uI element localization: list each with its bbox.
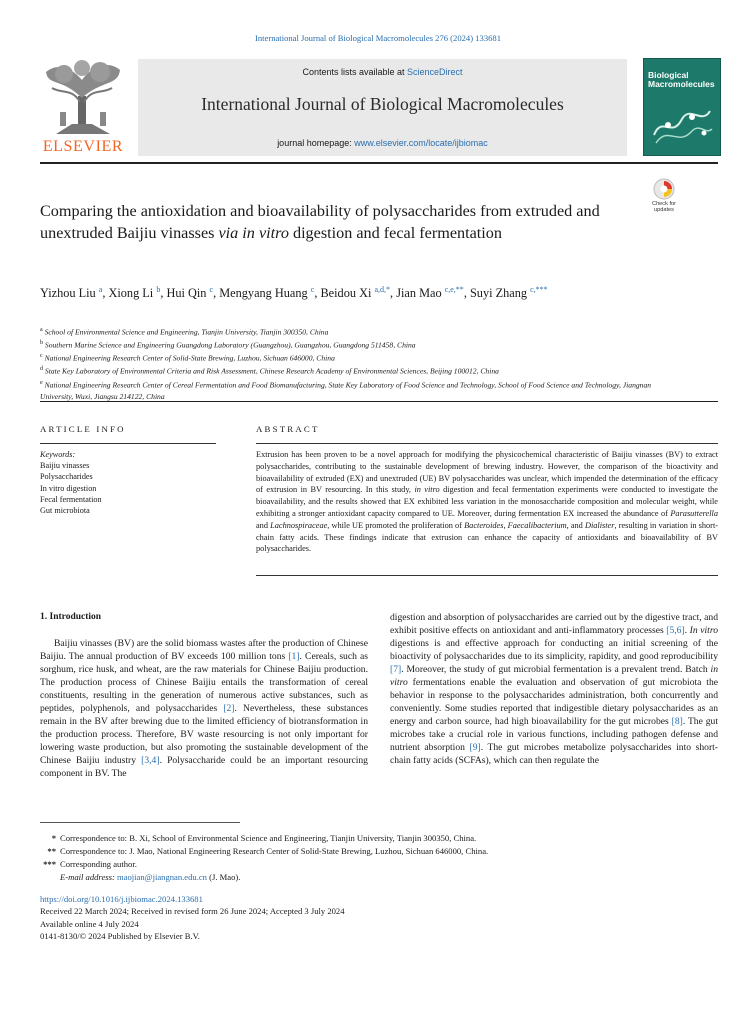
author[interactable]: Hui Qin $^c$ [166, 285, 214, 301]
author[interactable]: Beidou Xi $^{a,d,*}$ [320, 285, 391, 301]
keyword: Gut microbiota [40, 506, 90, 516]
abstract-divider [256, 443, 718, 444]
keywords-block [40, 449, 216, 516]
affiliation: $^c$ National Engineering Research Center of Solid-State Brewing, Luzhou, Sichuan 646000, China [40, 353, 335, 363]
abstract-bottom-divider [256, 575, 718, 576]
received-dates: Received 22 March 2024; Received in revised form 26 June 2024; Accepted 3 July 2024 [40, 906, 345, 917]
keywords-label: Keywords: [40, 450, 76, 459]
footnote-divider [40, 822, 240, 823]
elsevier-tree-icon [42, 58, 124, 136]
copyright: 0141-8130/© 2024 Published by Elsevier B.V. [40, 930, 200, 941]
abstract-text: Extrusion has been proven to be a novel approach for modifying the physicochemical characteristic of Baijiu vinasses (BV) to extract polysaccharides, contributing to the sustainable development of brewing industry. However, the comparison of the bioactivity and bioavailability of extruded (EX) and unextruded (UE) BV polysaccharides was unclear, which impended the determination of the efficacy of extrusion in BV resourcing. In this study, in vitro digestion and fecal fermentation experiments were conducted to investigate the bioavailability, and the results showed that EX exhibited less variation in the monosaccharide composition and molecular weight, while exhibiting a stronger antioxidant capacity compared to UE. Moreover, during fermentation EX increased the abundance of Parasutterella and Lachnospiraceae, while UE promoted the proliferation of Bacteroides, Faecalibacterium, and Dialister, resulting in variation in short-chain fatty acids. These findings indicate that extrusion can enhance the capacity of antioxidants and bioavailability of BV polysaccharides. [256, 450, 719, 554]
keyword: Polysaccharides [40, 472, 93, 482]
journal-header-box [138, 59, 627, 156]
elsevier-logo [40, 58, 126, 158]
affiliation: $^a$ School of Environmental Science and Engineering, Tianjin University, Tianjin 300350, China [40, 327, 329, 337]
title-italic: via in vitro [218, 223, 289, 242]
email-link[interactable]: maojian@jiangnan.edu.cn [116, 872, 207, 882]
journal-citation[interactable]: International Journal of Biological Macromolecules 276 (2024) 133681 [254, 33, 502, 43]
keyword: Baijiu vinasses [40, 461, 90, 471]
check-updates-label: Check for updates [652, 201, 676, 213]
affiliation: $^b$ Southern Marine Science and Engineering Guangdong Laboratory (Guangzhou), Guangzhou, Guangdong 511458, China [40, 340, 416, 350]
author[interactable]: Suyi Zhang $^{c,***}$ [469, 285, 548, 301]
reference-link[interactable]: [9] [469, 742, 481, 753]
journal-name: International Journal of Biological Macromolecules [201, 94, 564, 114]
reference-link[interactable]: [7] [390, 664, 402, 675]
footnote: ** Correspondence to: J. Mao, National Engineering Research Center of Solid-State Brewing, Luzhou, Sichuan 646000, China. [47, 846, 489, 856]
author[interactable]: Xiong Li $^b$ [108, 285, 161, 301]
doi-link[interactable]: https://doi.org/10.1016/j.ijbiomac.2024.133681 [40, 894, 203, 904]
abstract-heading: ABSTRACT [256, 424, 320, 434]
reference-link[interactable]: [8] [671, 716, 683, 727]
check-updates-icon [653, 178, 675, 200]
keyword: In vitro digestion [40, 483, 97, 493]
contents-line [138, 67, 627, 77]
homepage-line [138, 138, 627, 148]
author[interactable]: Yizhou Liu $^a$ [40, 285, 103, 301]
elsevier-wordmark: ELSEVIER [42, 138, 124, 155]
cover-title: Biological Macromolecules [648, 70, 715, 89]
affiliation: $^d$ State Key Laboratory of Environmental Criteria and Risk Assessment, Chinese Research Academy of Environmental Sciences, Beijing 100012, China [40, 366, 499, 376]
contents-prefix: Contents lists available at [302, 67, 408, 77]
footnote: *** Corresponding author. [43, 859, 137, 869]
footnotes [40, 832, 640, 884]
author-list: Yizhou Liu $^a$, Xiong Li $^b$, Hui Qin $^c$, Mengyang Huang $^c$, Beidou Xi $^{a,d,*}$, Jian Mao $^{c,e,**}$, Suyi Zhang $^{c,***}$ [40, 285, 548, 301]
reference-link[interactable]: [5,6] [666, 625, 685, 636]
title-text-2: digestion and fecal fermentation [288, 223, 502, 242]
reference-link[interactable]: [1] [288, 651, 300, 662]
header-divider [40, 162, 718, 164]
email-line: E-mail address: maojian@jiangnan.edu.cn (J. Mao). [60, 872, 241, 882]
sciencedirect-link[interactable]: ScienceDirect [407, 67, 463, 77]
reference-link[interactable]: [2] [223, 703, 235, 714]
homepage-link[interactable]: www.elsevier.com/locate/ijbiomac [354, 138, 488, 148]
journal-cover[interactable] [643, 58, 721, 156]
author[interactable]: Jian Mao $^{c,e,**}$ [396, 285, 464, 301]
homepage-prefix: journal homepage: [277, 138, 355, 148]
publication-info [40, 893, 640, 942]
introduction-left-column: Baijiu vinasses (BV) are the solid biomass wastes after the production of Chinese Baijiu. The annual production of BV exceeds 100 million tons [1]. Cereals, such as sorghum, rice husk, and wheat, are the raw materials for Chinese Baijiu production. The production process of Chinese Baijiu entails the transformation of cereal constituents, resulting in the generation of numerous active substances, such as peptides, polyphenols, and polysaccharides [2]. Nevertheless, these substances remain in the BV after brewing due to the limited efficiency of biotransformation in the production process. Therefore, BV waste resourcing is not only important for lowering waste production, but also promoting the sustainable development of the Chinese Baijiu industry [3,4]. Polysaccharide could be an important resourcing component in BV. The [40, 638, 368, 779]
article-info-divider [40, 443, 216, 444]
footnote: * Correspondence to: B. Xi, School of Environmental Science and Engineering, Tianjin University, Tianjin 300350, China. [51, 833, 477, 843]
cover-molecule-icon [648, 95, 716, 151]
introduction-right-column: digestion and absorption of polysaccharides are carried out by the digestive tract, and exhibit positive effects on antioxidant and anti-inflammatory processes [5,6]. In vitro digestions is and effective approach for conducting an initial screening of the bioactivity of polysaccharides due to its simplicity, rapidity, and good reproducibility [7]. Moreover, the study of gut microbial fermentation is a prevalent trend. Batch in vitro fermentations enable the evaluation and observation of gut microbiota the behavior in response to the polysaccharides administration, both concurrently and conveniently. Some studies reported that indigestible dietary polysaccharides as an energy and carbon source, had high bioavailability for the gut microbes [8]. The gut microbes take a crucial role in various functions, including pathogen defense and nutrient absorption [9]. The gut microbes metabolize polysaccharides into short-chain fatty acids (SCFAs), which can then regulate the [390, 612, 719, 766]
introduction-heading: 1. Introduction [40, 612, 102, 622]
keyword: Fecal fermentation [40, 494, 102, 504]
reference-link[interactable]: [3,4] [141, 755, 160, 766]
article-info-heading: ARTICLE INFO [40, 424, 126, 434]
affiliation: $^e$ National Engineering Research Center of Cereal Fermentation and Food Biomanufacturing, State Key Laboratory of Food Science and Technology, School of Food Science and Technology, Jiangnan University, Wuxi, Jiangsu 214122, China [40, 379, 652, 401]
article-title [40, 201, 630, 244]
author[interactable]: Mengyang Huang $^c$ [219, 285, 315, 301]
check-for-updates-badge[interactable] [644, 178, 684, 218]
affiliations [40, 325, 680, 402]
affiliation-divider [40, 401, 718, 402]
title-text-1: Comparing the antioxidation and bioavailability of polysaccharides from extruded and unextruded Baijiu vinasses [40, 202, 600, 242]
available-online: Available online 4 July 2024 [40, 918, 139, 929]
